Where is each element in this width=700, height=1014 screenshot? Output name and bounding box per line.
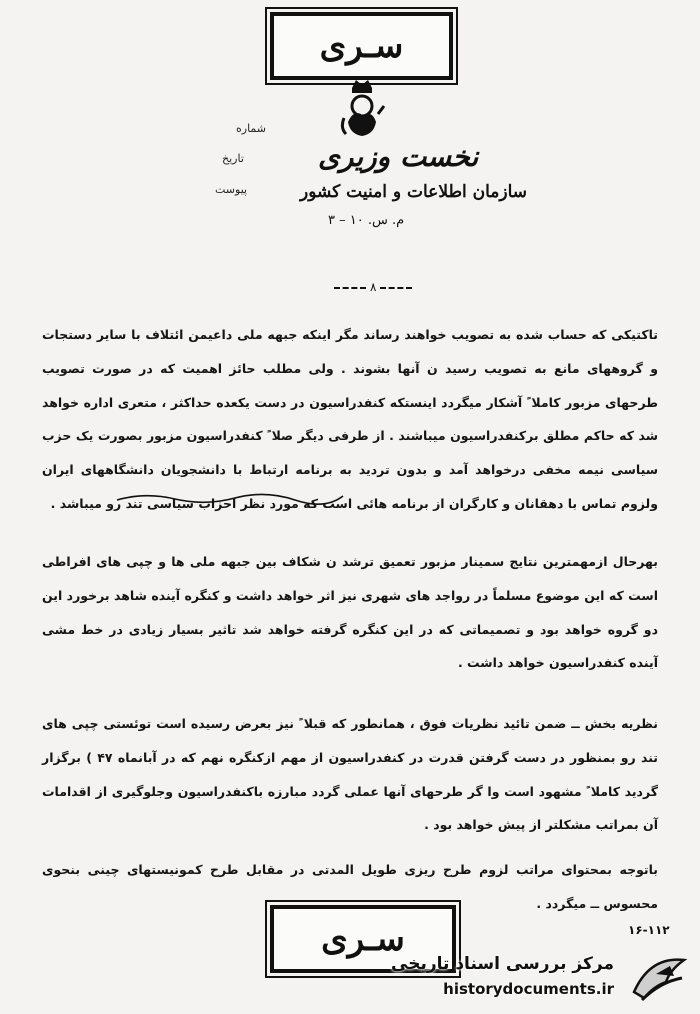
org-subtitle: سازمان اطلاعات و امنیت کشور	[300, 182, 528, 202]
lion-and-sun-emblem-icon	[338, 78, 386, 142]
page-number: ۸	[330, 280, 416, 294]
watermark	[391, 948, 698, 1008]
secret-stamp-bottom: سـری	[270, 905, 456, 973]
body-paragraph-1: تاکتیکی که حساب شده به تصویب خواهند رساند مگر اینکه جبهه ملی داعیمن ائتلاف با سایر دستجات و گروههای مانع به تصویب رسید ن آنها بشوند . ولی مطلب حائز اهمیت که در صورت تصویب طرحهای مزبور کاملا ً آشکار میگردد اینستکه کنفدراسیون در دست یکعده حداکثر ، متعری اداره خواهد شد که حاکم مطلق برکنفدراسیون میباشند . از طرفی دیگر صلا ً کنفدراسیون مزبور بصورت یک حزب سیاسی نیمه مخفی درخواهد آمد و بدون تردید به برنامه ارتباط با دانشجویان دانشگاههای ایران ولزوم تماس با دهقانان و کارگران از برنامه هائی است که مورد نظر احزاب سیاسی تند رو میباشد .	[42, 327, 658, 511]
watermark-url: historydocuments.ir	[443, 980, 614, 998]
meta-label-attachment: پیوست	[215, 183, 248, 196]
secret-stamp-top: سـری	[270, 12, 453, 80]
underline-scribble-icon	[115, 490, 345, 506]
document-code: ۱۶-۱۱۲	[628, 923, 670, 937]
meta-label-number: شماره	[236, 122, 267, 135]
body-paragraph-3: نظریه بخش ــ ضمن تائید نظریات فوق ، همانطور که قبلا ً نیز بعرض رسیده است توئستی چپی های تند رو بمنظور در دست گرفتن قدرت در کنفدراسیون از مهم ازکنگره نهم که در آبانماه ۴۷ ) برگزار گردید کاملا ً مشهود است وا گر طرحهای آنها عملی گردد مبارزه باکنفدراسیون وجلوگیری از اقدامات آن بمراتب مشکلتر از پیش خواهد بود .	[42, 716, 658, 833]
body-paragraph-4: باتوجه بمحتوای مراتب لزوم طرح ریزی طویل المدتی در مقابل طرح کمونیستهای چینی بنحوی محسوس ــ میگردد .	[42, 862, 658, 911]
archive-logo-icon	[630, 952, 690, 1006]
reference-code: م. س. ۱۰ – ۳	[328, 213, 405, 228]
watermark-title: مرکز بررسی اسناد تاریخی	[391, 954, 614, 974]
org-name-title: نخست وزیری	[318, 140, 479, 173]
meta-label-date: تاریخ	[222, 152, 244, 165]
body-paragraph-2: بهرحال ازمهمترین نتایج سمینار مزبور تعمیق ترشد ن شکاف بین جبهه ملی ها و چپی های افراطی است که این موضوع مسلماً در رواجد های شهری نیز اثر خواهد داشت و کنگره آینده شاهد برخورد این دو گروه خواهد بود و تصمیماتی که در این کنگره گرفته خواهد شد تاثیر بسیار زیادی در خط مشی آینده کنفدراسیون خواهد داشت .	[42, 554, 658, 671]
